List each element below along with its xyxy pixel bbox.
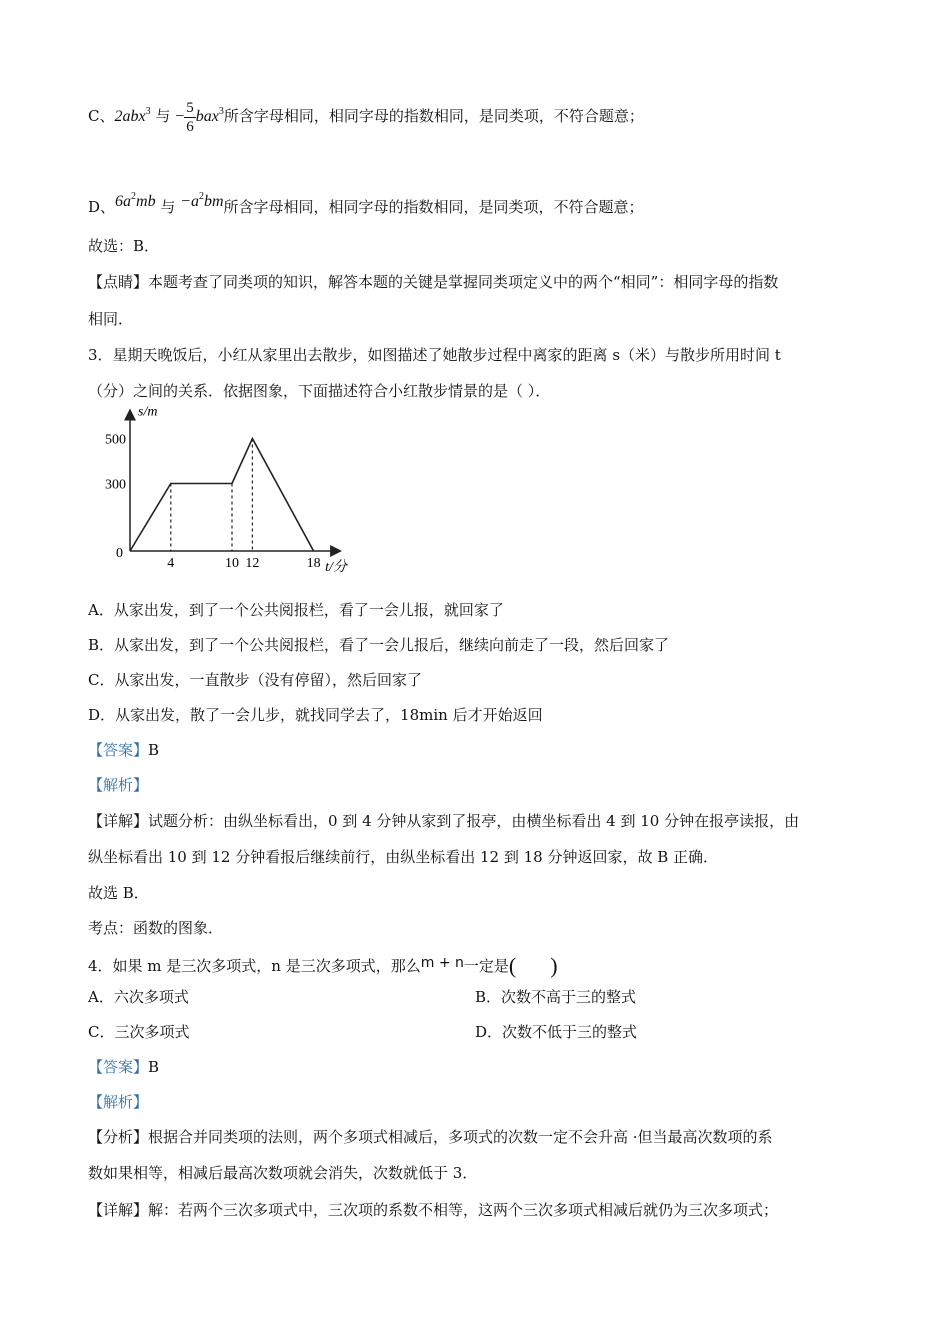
q4-option-b: B．次数不高于三的整式	[475, 988, 637, 1006]
fraction: $\frac{5}{6}$	[186, 99, 194, 135]
expr-m-plus-n: m + n	[420, 955, 464, 971]
y-tick-label: 500	[105, 432, 126, 448]
q3-stem-line-1: 3．星期天晚饭后，小红从家里出去散步，如图描述了她散步过程中离家的距离 s（米）与散步所用时间 t	[88, 346, 781, 364]
q3-option-a: A．从家出发，到了一个公共阅报栏，看了一会儿报，就回家了	[88, 601, 504, 619]
y-tick-label: 300	[105, 477, 126, 493]
series-line	[130, 439, 314, 552]
expr-2abx3: 2abx$^3$	[114, 106, 151, 125]
q3-choose-line: 故选 B．	[88, 884, 149, 902]
q3-stem-line-2: （分）之间的关系．依据图象，下面描述符合小红散步情景的是（ ）．	[88, 382, 551, 400]
q3-detail-line-1: 【详解】试题分析：由纵坐标看出，0 到 4 分钟从家到了报亭，由横坐标看出 4 到 10 分钟在报亭读报，由	[88, 812, 800, 830]
answer-line: 故选：B．	[88, 237, 160, 255]
q3-kaodian-line: 考点：函数的图象．	[88, 919, 224, 937]
expr-neg-a2bm: $-a^2bm$	[180, 191, 224, 210]
q3-option-d: D．从家出发，散了一会儿步，就找同学去了，18min 后才开始返回	[88, 706, 543, 724]
x-axis-label: t/分	[325, 560, 347, 575]
q4-detail-line-1: 【详解】解：若两个三次多项式中，三次项的系数不相等，这两个三次多项式相减后就仍为三次多项式；	[88, 1201, 779, 1219]
option-d-label: D、	[88, 198, 116, 216]
x-tick-label: 12	[245, 556, 260, 571]
answer-value: B	[148, 1058, 160, 1076]
x-tick-label: 18	[306, 556, 321, 571]
q4-analysis-tag: 【解析】	[88, 1093, 149, 1111]
paren-open: (	[508, 953, 517, 978]
option-d-text: 所含字母相同，相同字母的指数相同，是同类项，不符合题意；	[223, 198, 644, 216]
q3-option-c: C．从家出发，一直散步（没有停留），然后回家了	[88, 671, 422, 689]
expr-6a2mb: $6a^2mb$	[115, 191, 156, 210]
q4-stem: 4．如果 m 是三次多项式，n 是三次多项式，那么m + n一定是( )	[88, 953, 558, 978]
x-tick-label: 10	[225, 556, 239, 571]
option-c-line	[88, 92, 644, 135]
q3-analysis-tag: 【解析】	[88, 776, 149, 794]
q3-answer	[88, 740, 159, 760]
expr-neg-frac-bax3: − $\frac{5}{6}$ bax$^3$	[175, 99, 224, 135]
answer-tag: 【答案】	[88, 741, 149, 759]
x-tick-label: 4	[167, 556, 175, 571]
y-axis-label: s/m	[138, 405, 158, 420]
q3-option-b: B．从家出发，到了一个公共阅报栏，看了一会儿报后，继续向前走了一段，然后回家了	[88, 636, 670, 654]
q4-answer	[88, 1057, 159, 1077]
origin-label: 0	[116, 546, 123, 561]
join-word: 与	[160, 198, 176, 216]
option-d-line	[88, 182, 644, 216]
q4-fenxi-line-2: 数如果相等，相减后最高次数项就会消失，次数就低于 3．	[88, 1164, 478, 1182]
option-c-label: C、	[88, 107, 115, 125]
answer-tag: 【答案】	[88, 1058, 149, 1076]
join-word: 与	[155, 107, 171, 125]
comment-line-2: 相同．	[88, 310, 134, 328]
q4-fenxi-line-1: 【分析】根据合并同类项的法则，两个多项式相减后，多项式的次数一定不会升高 ·但当最高次数项的系	[88, 1128, 773, 1146]
q3-detail-line-2: 纵坐标看出 10 到 12 分钟看报后继续前行，由纵坐标看出 12 到 18 分钟返回家，故 B 正确．	[88, 848, 719, 866]
distance-time-chart	[95, 405, 355, 580]
q4-option-d: D．次数不低于三的整式	[475, 1023, 638, 1041]
comment-line-1: 【点睛】本题考查了同类项的知识，解答本题的关键是掌握同类项定义中的两个“相同”：相同字母的指数	[88, 273, 779, 291]
q4-option-c: C．三次多项式	[88, 1023, 190, 1041]
paren-close: )	[550, 953, 558, 978]
answer-value: B	[148, 741, 160, 759]
option-c-text: 所含字母相同，相同字母的指数相同，是同类项，不符合题意；	[223, 107, 644, 125]
q4-option-a: A．六次多项式	[88, 988, 189, 1006]
